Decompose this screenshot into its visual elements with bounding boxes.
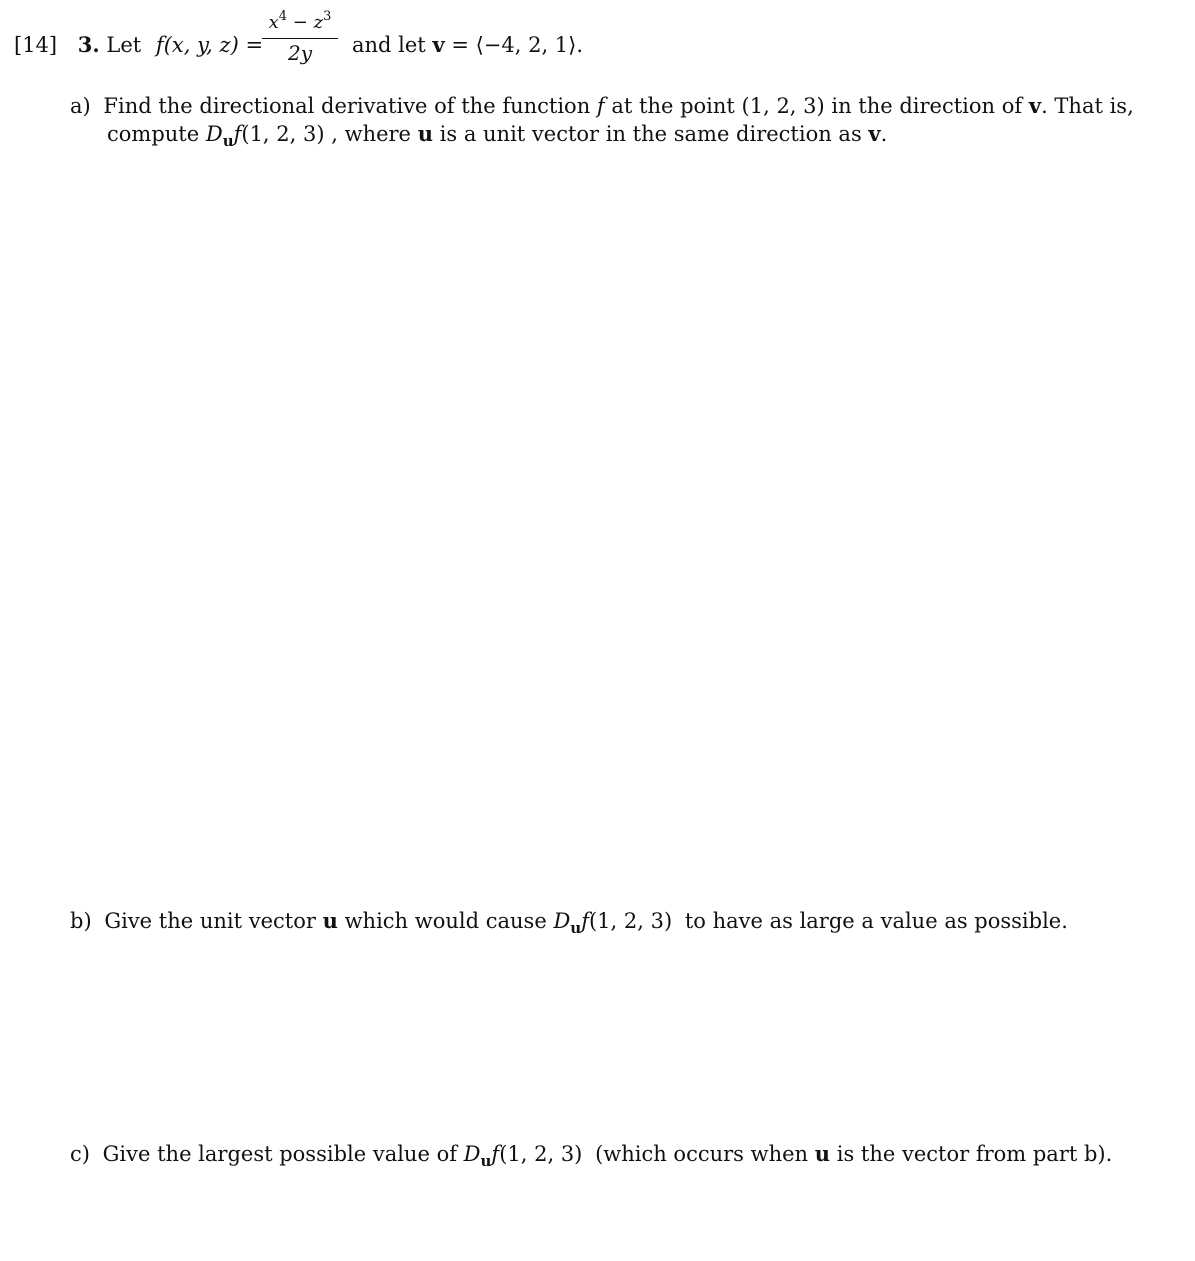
let-word: Let — [106, 33, 142, 57]
fraction-numerator: $x^4 - z^3$ — [268, 9, 332, 33]
part-c-label: c) — [70, 1142, 90, 1166]
points-label: [14] — [14, 33, 58, 57]
part-a-line2: compute $D_uf(1$, 2, 3) , where u is a unit vector in the same direction as v. — [107, 121, 888, 150]
function-args: (x, y, z) — [163, 33, 239, 57]
problem-number: 3. — [77, 32, 100, 57]
part-a-line1: a) Find the directional derivative of the function f at the point (1, 2, 3) in the direction of v. That is, — [70, 93, 1134, 118]
vector-v: v — [432, 32, 445, 57]
fraction-bar — [262, 38, 338, 39]
fraction-denominator: 2y — [287, 41, 313, 65]
vector-definition — [352, 32, 583, 57]
equals-sign: = — [245, 33, 264, 57]
part-b-label: b) — [70, 909, 92, 933]
function-name: f — [155, 33, 164, 57]
part-b-line: b) Give the unit vector u which would cause $D_uf(1$, 2, 3) to have as large a value as possible. — [70, 908, 1068, 937]
function-fraction — [262, 9, 338, 65]
and-let-text: and let — [352, 33, 426, 57]
part-c-line: c) Give the largest possible value of $D_uf(1$, 2, 3) (which occurs when u is the vector from part b). — [70, 1141, 1113, 1170]
vector-v-value: = ⟨−4, 2, 1⟩. — [451, 33, 584, 57]
problem-header — [14, 32, 263, 57]
part-a-label: a) — [70, 94, 91, 118]
